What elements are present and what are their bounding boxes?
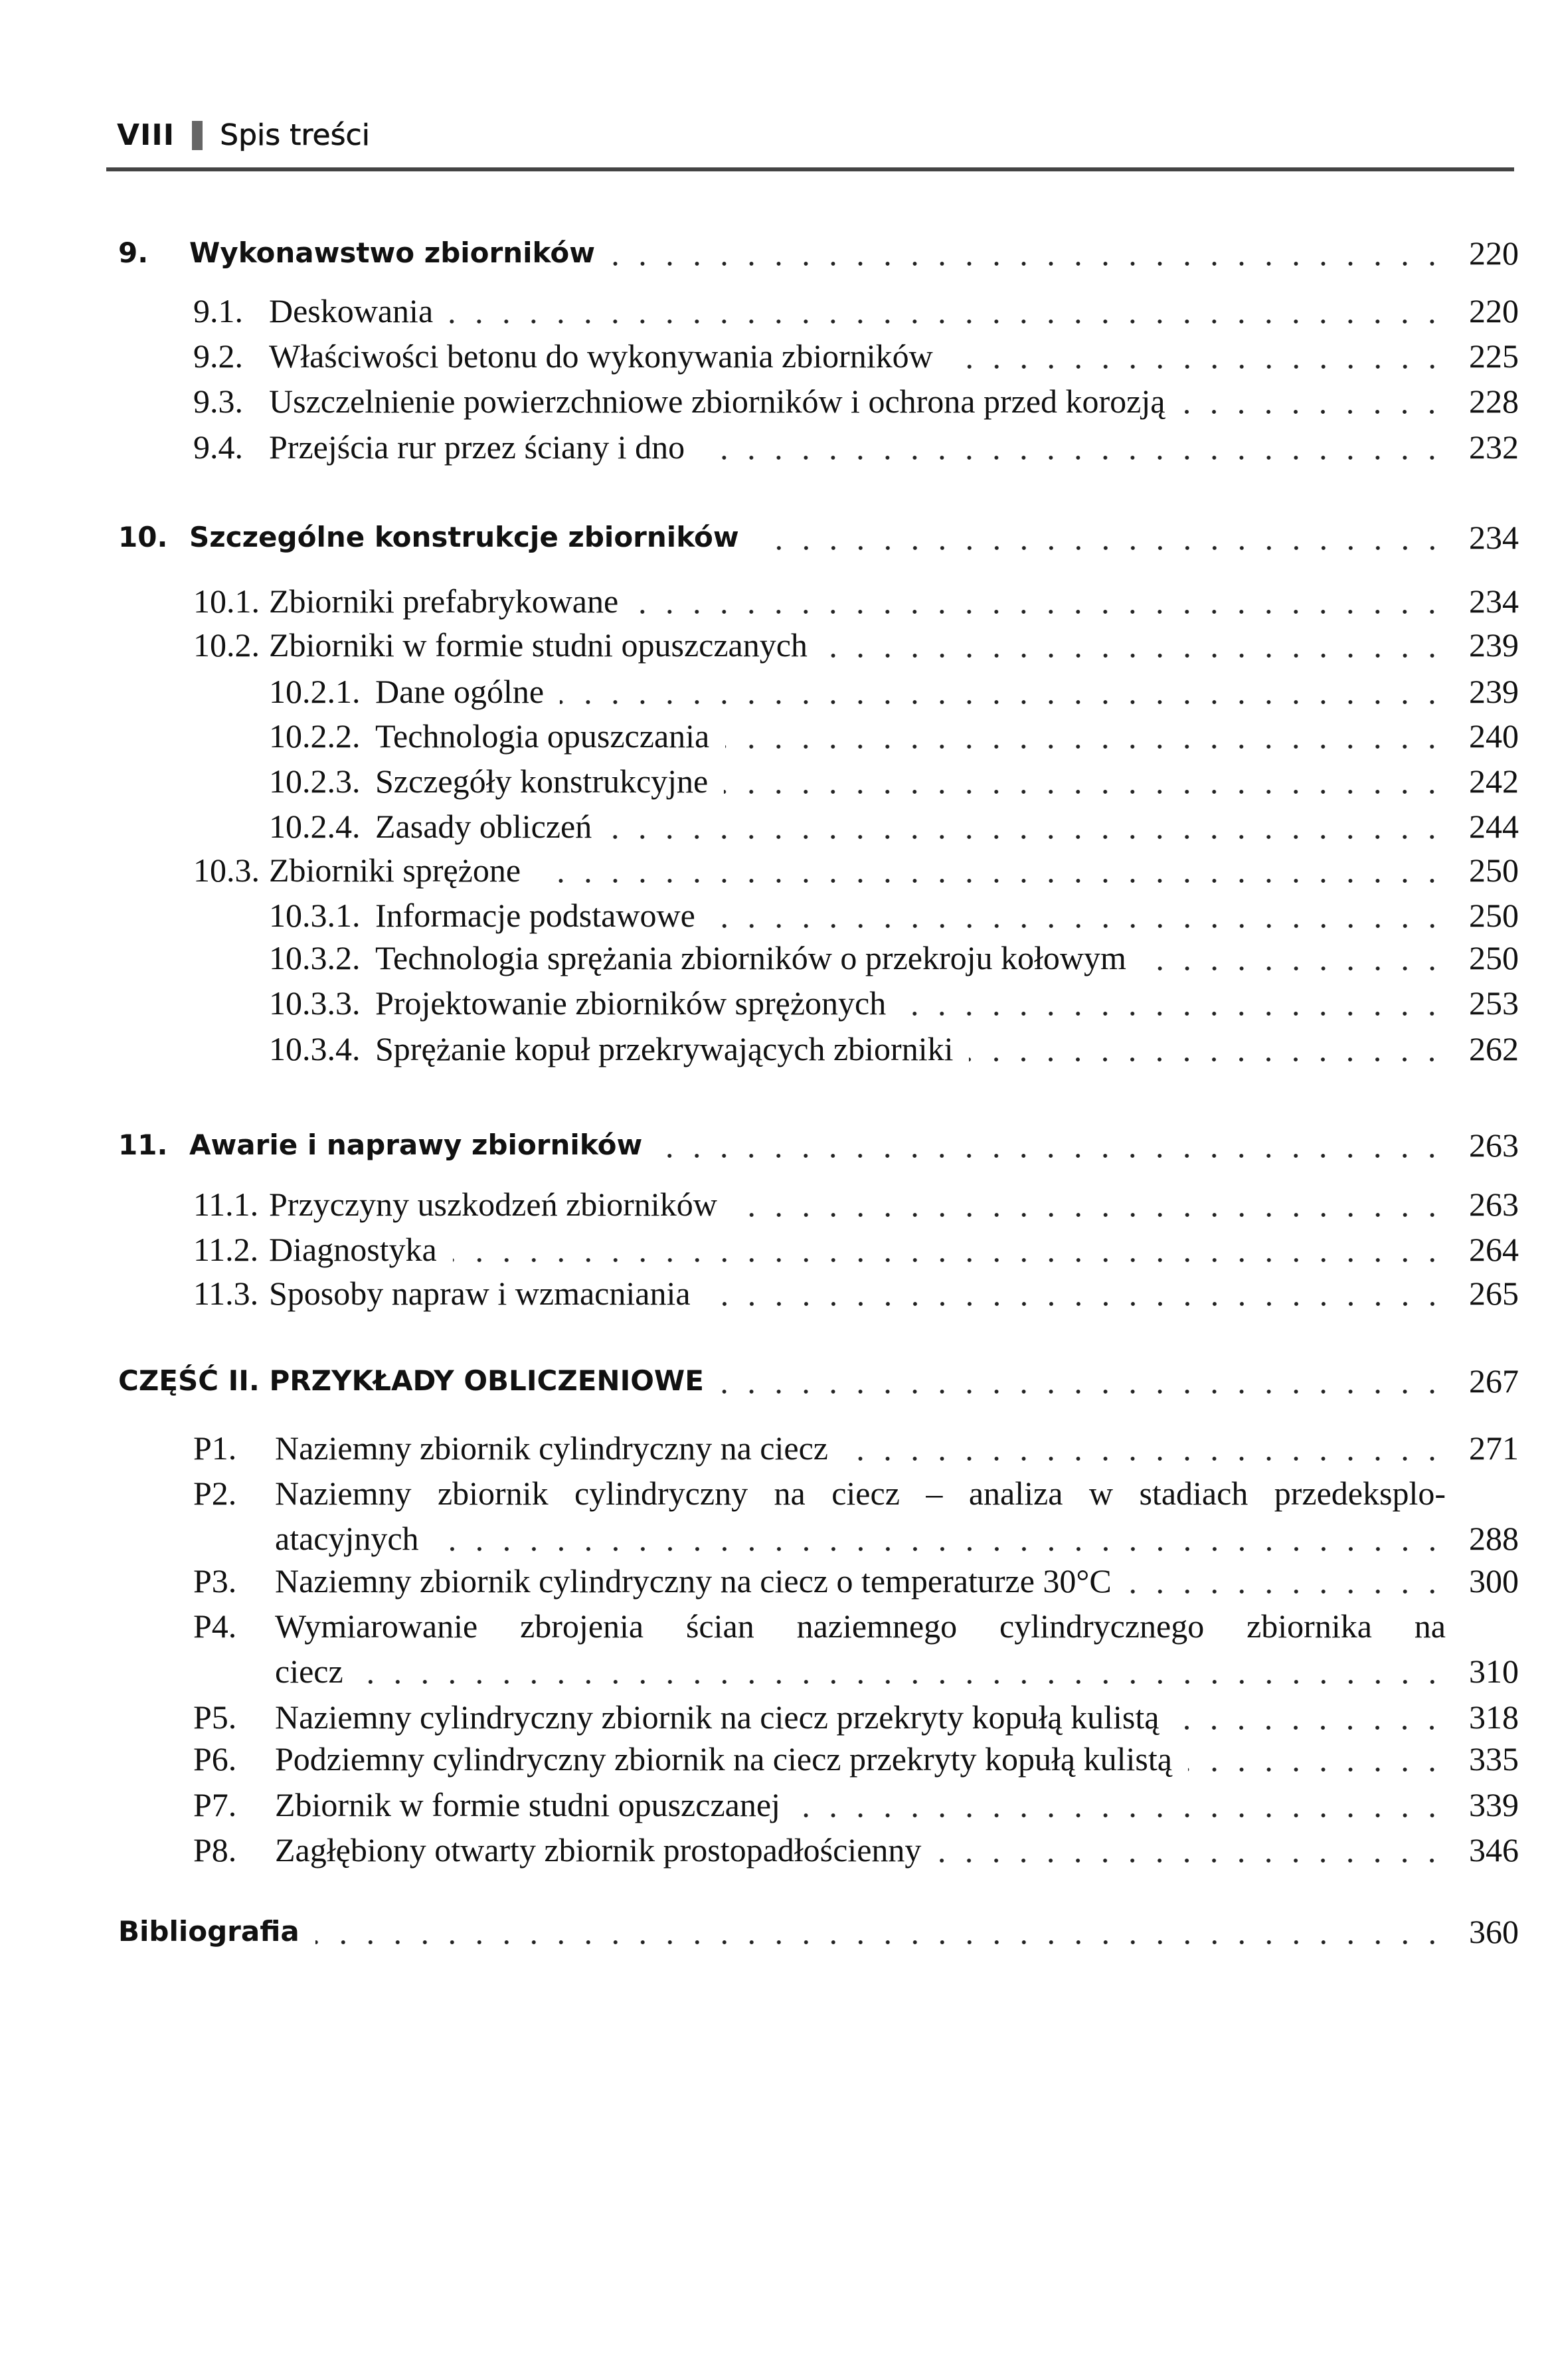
toc-entry-section[interactable] [193,622,1519,668]
entry-title: Wykonawstwo zbiorników [189,236,595,269]
entry-page: 265 [1469,1275,1519,1312]
entry-page: 239 [1469,626,1519,664]
entry-number: 9.4. [193,428,243,466]
entry-page: 263 [1469,1186,1519,1223]
leader-dots [634,579,1446,624]
entry-title-continuation: ciecz [275,1653,343,1690]
toc-entry-subsection[interactable] [269,935,1519,980]
entry-title: Awarie i naprawy zbiorników [189,1129,643,1161]
entry-page: 250 [1469,939,1519,976]
toc-entry-example[interactable] [193,1471,1519,1516]
entry-page: 271 [1469,1429,1519,1467]
entry-number: P6. [193,1740,237,1778]
entry-title: Szczególne konstrukcje zbiorników [189,521,739,553]
leader-dots [937,1827,1446,1873]
entry-title: Przejścia rur przez ściany i dno [269,428,685,466]
entry-title: Naziemny zbiornik cylindryczny na ciecz [275,1429,828,1467]
toc-entry-section[interactable] [193,379,1519,424]
entry-title: Zbiorniki w formie studni opuszczanych [269,626,808,664]
entry-page: 262 [1469,1030,1519,1067]
leader-dots [701,424,1446,470]
entry-number: 10.3.2. [269,939,361,976]
toc-entry-part[interactable] [118,1358,1519,1404]
entry-page: 318 [1469,1698,1519,1736]
entry-title: Technologia opuszczania [375,717,710,755]
entry-page: 300 [1469,1562,1519,1600]
toc-entry-subsection[interactable] [269,1026,1519,1071]
entry-page: 310 [1469,1653,1519,1690]
toc-entry-continuation [275,1516,1519,1561]
entry-page: 244 [1469,808,1519,845]
leader-dots [1181,379,1446,424]
entry-number: 10.3.4. [269,1030,361,1067]
entry-page: 339 [1469,1786,1519,1823]
entry-title: Przyczyny uszkodzeń zbiorników [269,1186,717,1223]
entry-number: 10.3. [193,852,260,889]
entry-page: 250 [1469,897,1519,934]
entry-title: Technologia sprężania zbiorników o przekroju kołowym [375,939,1126,976]
leader-dots [611,230,1446,276]
entry-page: 288 [1469,1520,1519,1557]
toc-entry-section[interactable] [193,1182,1519,1227]
entry-number: P7. [193,1786,237,1823]
toc-entry-example[interactable] [193,1694,1519,1740]
page-number: VIII [117,118,175,152]
entry-number: 10.3.1. [269,897,361,934]
toc-entry-example[interactable] [193,1603,1519,1649]
toc-entry-example[interactable] [193,1425,1519,1471]
entry-title: Szczegóły konstrukcyjne [375,763,709,800]
leader-dots [1128,1558,1446,1603]
toc-entry-example[interactable] [193,1827,1519,1873]
entry-title: Podziemny cylindryczny zbiornik na ciecz przekryty kopułą kulistą [275,1740,1172,1778]
entry-number: 10.2.3. [269,763,361,800]
entry-page: 346 [1469,1831,1519,1869]
leader-dots [733,1182,1446,1227]
entry-page: 242 [1469,763,1519,800]
entry-number: 9.2. [193,337,243,375]
entry-number: P8. [193,1831,237,1869]
entry-number: 11.3. [193,1275,259,1312]
entry-page: 225 [1469,337,1519,375]
leader-dots [435,1516,1446,1561]
entry-number: 9. [118,236,149,269]
entry-number: P3. [193,1562,237,1600]
entry-number: 10.3.3. [269,984,361,1022]
header-rule [106,167,1514,171]
leader-dots [711,893,1446,938]
toc-entry-example[interactable] [193,1736,1519,1782]
leader-dots [1142,935,1446,980]
entry-page: 239 [1469,673,1519,710]
entry-number: 10.2.2. [269,717,361,755]
toc-entry-subsection[interactable] [269,980,1519,1026]
entry-number: 10.2.1. [269,673,361,710]
entry-title: Naziemny cylindryczny zbiornik na ciecz przekryty kopułą kulistą [275,1698,1160,1736]
entry-page: 234 [1469,519,1519,556]
entry-number: 9.1. [193,292,243,329]
entry-page: 335 [1469,1740,1519,1778]
header-marker [192,121,203,150]
leader-dots [844,1425,1446,1471]
leader-dots [720,1358,1446,1404]
entry-number: P4. [193,1607,237,1645]
entry-page: 250 [1469,852,1519,889]
entry-title-continuation: atacyjnych [275,1520,419,1557]
toc-entry-chapter[interactable] [118,230,1519,276]
toc-entry-subsection[interactable] [269,893,1519,938]
entry-title: Zbiorniki sprężone [269,852,521,889]
leader-dots [449,288,1446,333]
entry-page: 220 [1469,292,1519,329]
entry-page: 264 [1469,1231,1519,1268]
entry-page: 240 [1469,717,1519,755]
entry-title: Zasady obliczeń [375,808,592,845]
entry-page: 360 [1469,1913,1519,1950]
entry-page: 263 [1469,1127,1519,1164]
entry-title: Dane ogólne [375,673,545,710]
leader-dots [724,759,1446,804]
toc-entry-section[interactable] [193,1227,1519,1272]
leader-dots [755,515,1446,560]
entry-title: Wymiarowanie zbrojenia ścian naziemnego cylindrycznego zbiornika na [275,1607,1446,1645]
entry-page: 220 [1469,234,1519,272]
entry-title: Właściwości betonu do wykonywania zbiorników [269,337,933,375]
entry-page: 232 [1469,428,1519,466]
toc-entry-continuation [275,1649,1519,1694]
leader-dots [658,1123,1446,1168]
leader-dots [969,1026,1446,1071]
toc-entry-chapter[interactable] [118,515,1519,560]
entry-title: CZĘŚĆ II. PRZYKŁADY OBLICZENIOWE [118,1364,704,1397]
entry-number: P2. [193,1475,237,1512]
entry-title: Bibliografia [118,1915,300,1948]
toc-entry-subsection[interactable] [269,804,1519,849]
leader-dots [359,1649,1446,1694]
toc-entry-section[interactable] [193,333,1519,379]
entry-page: 234 [1469,583,1519,620]
toc-entry-chapter[interactable] [118,1123,1519,1168]
leader-dots [725,713,1446,759]
entry-title: Zagłębiony otwarty zbiornik prostopadłościenny [275,1831,922,1869]
toc-entry-subsection[interactable] [269,713,1519,759]
leader-dots [949,333,1446,379]
entry-title: Deskowania [269,292,434,329]
entry-number: 10.1. [193,583,260,620]
toc-entry-section[interactable] [193,579,1519,624]
toc-entry-section[interactable] [193,424,1519,470]
toc-entry-subsection[interactable] [269,669,1519,714]
leader-dots [608,804,1446,849]
entry-title: Sprężanie kopuł przekrywających zbiorniki [375,1030,954,1067]
entry-number: 11.1. [193,1186,259,1223]
leader-dots [560,669,1446,714]
entry-page: 267 [1469,1362,1519,1400]
entry-title: Diagnostyka [269,1231,437,1268]
entry-number: 10. [118,521,168,553]
entry-number: P1. [193,1429,237,1467]
entry-title: Zbiorniki prefabrykowane [269,583,619,620]
entry-number: 10.2.4. [269,808,361,845]
entry-number: 9.3. [193,383,243,420]
leader-dots [315,1909,1446,1954]
leader-dots [796,1782,1446,1827]
entry-number: P5. [193,1698,237,1736]
leader-dots [707,1271,1446,1316]
leader-dots [823,622,1446,668]
toc-entry-section[interactable] [193,1271,1519,1316]
entry-number: 10.2. [193,626,260,664]
leader-dots [453,1227,1446,1272]
running-header [117,118,370,152]
toc-entry-section[interactable] [193,848,1519,893]
entry-number: 11.2. [193,1231,259,1268]
entry-title: Naziemny zbiornik cylindryczny na ciecz o temperaturze 30°C [275,1562,1112,1600]
entry-title: Informacje podstawowe [375,897,695,934]
leader-dots [1175,1694,1446,1740]
header-title: Spis treści [220,118,370,152]
leader-dots [1188,1736,1446,1782]
leader-dots [537,848,1446,893]
toc-entry-subsection[interactable] [269,759,1519,804]
entry-title: Zbiornik w formie studni opuszczanej [275,1786,780,1823]
entry-number: 11. [118,1129,168,1161]
entry-page: 228 [1469,383,1519,420]
entry-title: Sposoby napraw i wzmacniania [269,1275,691,1312]
entry-title: Naziemny zbiornik cylindryczny na ciecz – analiza w stadiach przedeksplo- [275,1475,1446,1512]
entry-title: Uszczelnienie powierzchniowe zbiorników i ochrona przed korozją [269,383,1165,420]
entry-title: Projektowanie zbiorników sprężonych [375,984,887,1022]
toc-entry-back[interactable] [118,1909,1519,1954]
toc-entry-example[interactable] [193,1558,1519,1603]
leader-dots [902,980,1446,1026]
toc-entry-section[interactable] [193,288,1519,333]
entry-page: 253 [1469,984,1519,1022]
toc-entry-example[interactable] [193,1782,1519,1827]
